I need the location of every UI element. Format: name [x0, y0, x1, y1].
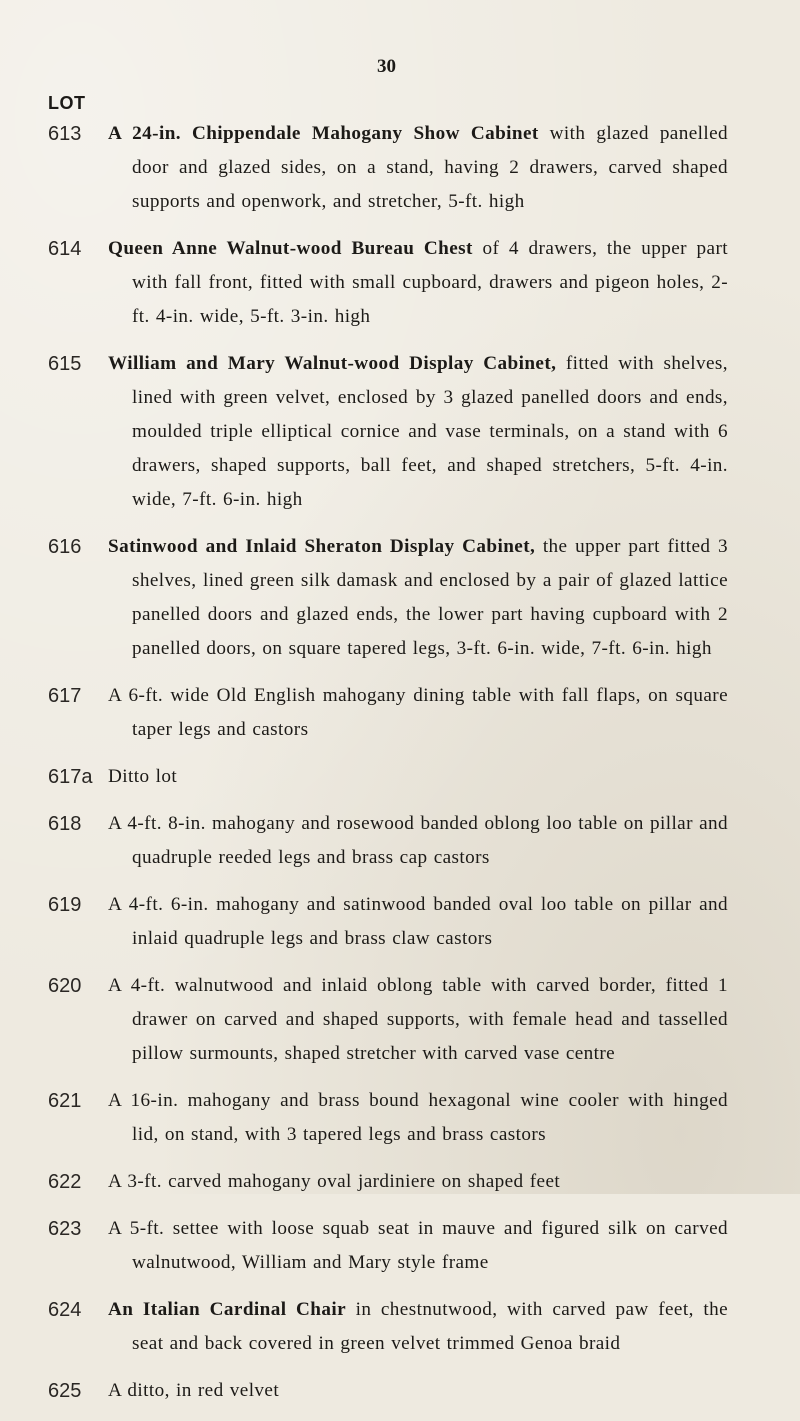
lot-entry	[0, 117, 800, 219]
lot-entry	[0, 347, 800, 517]
lot-text: A 4-ft. walnutwood and inlaid oblong table with carved border, fitted 1 drawer on carved and shaped supports, with female head and tasselled pillow surmounts, shaped stretcher with carved vase centre	[108, 975, 728, 1064]
lot-text: A 16-in. mahogany and brass bound hexagonal wine cooler with hinged lid, on stand, with 3 tapered legs and brass castors	[108, 1090, 728, 1145]
lot-number: 622	[48, 1171, 82, 1193]
lot-entry	[0, 807, 800, 875]
lot-text: Ditto lot	[108, 766, 178, 787]
lot-entry	[0, 530, 800, 666]
lot-text: fitted with shelves, lined with green velvet, enclosed by 3 glazed panelled doors and ends, moulded triple elliptical cornice and vase terminals, on a stand with 6 drawers, shaped supports, ball feet, and shaped stretchers, 5-ft. 4-in. wide, 7-ft. 6-in. high	[132, 353, 728, 510]
lot-number: 619	[48, 894, 82, 916]
lot-text: A 4-ft. 8-in. mahogany and rosewood banded oblong loo table on pillar and quadruple reeded legs and brass cap castors	[108, 813, 728, 868]
lot-text: the upper part fitted 3 shelves, lined green silk damask and enclosed by a pair of glazed lattice panelled doors and glazed ends, the lower part having cupboard with 2 panelled doors, on square tapered legs, 3-ft. 6-in. wide, 7-ft. 6-in. high	[132, 536, 728, 659]
lot-text: A 6-ft. wide Old English mahogany dining table with fall flaps, on square taper legs and castors	[108, 685, 728, 740]
lot-description	[108, 969, 728, 1071]
lot-number: 615	[48, 353, 82, 375]
lot-number: 620	[48, 975, 82, 997]
lot-text: A 5-ft. settee with loose squab seat in mauve and figured silk on carved walnutwood, William and Mary style frame	[108, 1218, 728, 1273]
lot-column-header: LOT	[48, 93, 86, 113]
lot-text: with glazed panelled door and glazed sides, on a stand, having 2 drawers, carved shaped supports and openwork, and stretcher, 5-ft. high	[132, 123, 729, 212]
lot-description	[108, 232, 728, 334]
lot-entry	[0, 679, 800, 747]
lot-description	[108, 1374, 728, 1408]
lot-number: 613	[48, 123, 82, 145]
lot-entry	[0, 1374, 800, 1408]
lot-entry	[0, 1293, 800, 1361]
lot-description	[108, 1084, 728, 1152]
lot-entry	[0, 760, 800, 794]
lot-number: 616	[48, 536, 82, 558]
lot-number: 617	[48, 685, 82, 707]
lot-entry	[0, 232, 800, 334]
lot-description	[108, 888, 728, 956]
lot-entry	[0, 1212, 800, 1280]
lot-list	[0, 117, 800, 1421]
lot-text: of 4 drawers, the upper part with fall front, fitted with small cupboard, drawers and pigeon holes, 2-ft. 4-in. wide, 5-ft. 3-in. high	[132, 238, 728, 327]
lot-text: A 3-ft. carved mahogany oval jardiniere on shaped feet	[108, 1171, 561, 1192]
page-number: 30	[377, 56, 396, 77]
lot-description	[108, 117, 728, 219]
lot-text: A ditto, in red velvet	[108, 1380, 280, 1401]
lot-title: An Italian Cardinal Chair	[108, 1299, 346, 1320]
lot-number: 618	[48, 813, 82, 835]
lot-description	[108, 807, 728, 875]
lot-description	[108, 679, 728, 747]
lot-entry	[0, 1084, 800, 1152]
lot-text: A 4-ft. 6-in. mahogany and satinwood banded oval loo table on pillar and inlaid quadruple legs and brass claw castors	[108, 894, 728, 949]
lot-entry	[0, 888, 800, 956]
lot-description	[108, 530, 728, 666]
lot-number: 617a	[48, 766, 93, 788]
lot-title: Satinwood and Inlaid Sheraton Display Cabinet,	[108, 536, 536, 557]
lot-text: in chestnutwood, with carved paw feet, the seat and back covered in green velvet trimmed Genoa braid	[132, 1299, 728, 1354]
lot-number: 621	[48, 1090, 82, 1112]
lot-title: William and Mary Walnut-wood Display Cabinet,	[108, 353, 557, 374]
lot-number: 623	[48, 1218, 82, 1240]
lot-title: A 24-in. Chippendale Mahogany Show Cabinet	[108, 123, 539, 144]
lot-title: Queen Anne Walnut-wood Bureau Chest	[108, 238, 473, 259]
lot-number: 625	[48, 1380, 82, 1402]
lot-entry	[0, 969, 800, 1071]
lot-description	[108, 347, 728, 517]
lot-description	[108, 1293, 728, 1361]
lot-description	[108, 1212, 728, 1280]
lot-number: 624	[48, 1299, 82, 1321]
lot-description	[108, 760, 728, 794]
lot-number: 614	[48, 238, 82, 260]
